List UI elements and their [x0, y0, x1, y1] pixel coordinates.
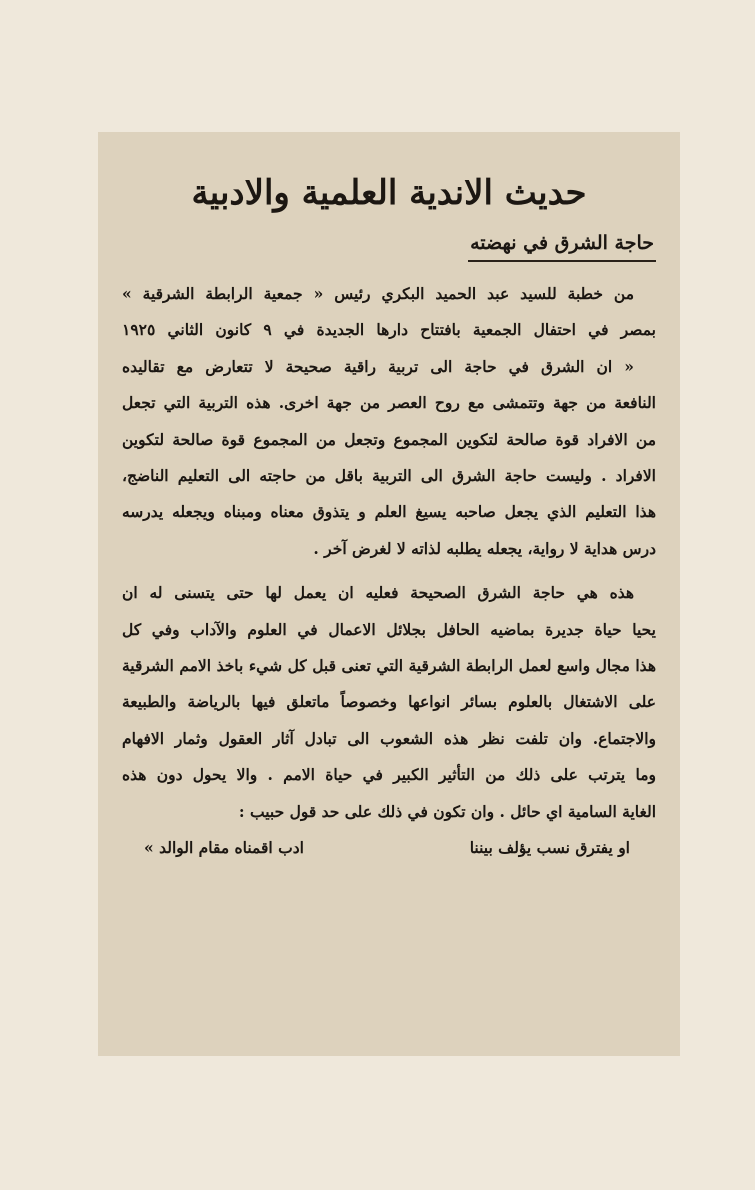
- poetry-verse: [122, 830, 656, 866]
- paragraph-line: على الاشتغال بالعلوم بسائر انواعها وخصوصاً ماتعلق فيها بالرياضة والطبيعة: [122, 692, 656, 712]
- paragraph-line: يحيا حياة جديرة بماضيه الحافل بجلائل الاعمال في العلوم والآداب وفي كل: [122, 619, 656, 639]
- paragraph-line: الغاية السامية اي حائل . وان تكون في ذلك على حد قول حبيب :: [238, 801, 656, 821]
- paragraph-line: والاجتماع. وان تلفت نظر هذه الشعوب الى تبادل آثار العقول وثمار الافهام: [122, 728, 656, 748]
- paragraph-line: من الافراد قوة صالحة لتكوين المجموع وتجعل من المجموع قوة صالحة لتكوين: [122, 429, 656, 449]
- paragraph-line: هذا التعليم الذي يجعل صاحبه يسيغ العلم و يتذوق معناه ومبناه ويجعله يدرسه: [122, 502, 656, 522]
- paragraph-line: الافراد . وليست حاجة الشرق الى التربية باقل من حاجته الى التعليم الناضج،: [122, 466, 656, 486]
- paragraph-line: وما يترتب على ذلك من التأثير الكبير في حياة الامم . والا يحول دون هذه: [122, 765, 656, 785]
- verse-first-hemistich: او يفترق نسب يؤلف بيننا: [469, 838, 630, 858]
- scanned-page: [98, 132, 680, 1056]
- article-subtitle: حاجة الشرق في نهضته: [468, 228, 656, 262]
- subtitle-container: [122, 228, 656, 262]
- paragraph-line: « ان الشرق في حاجة الى تربية راقية صحيحة لا تتعارض مع تقاليده: [122, 356, 634, 376]
- paragraph-line: هذه هي حاجة الشرق الصحيحة فعليه ان يعمل لها حتى يتسنى له ان: [122, 583, 634, 603]
- paragraph-line: النافعة من جهة وتتمشى مع روح العصر من جهة اخرى. هذه التربية التي تجعل: [122, 393, 656, 413]
- article-title: حديث الاندية العلمية والادبية: [191, 173, 587, 213]
- paragraph-line: هذا مجال واسع لعمل الرابطة الشرقية التي تعنى قبل كل شيء باخذ الامم الشرقية: [122, 656, 656, 676]
- intro-line: بمصر في احتفال الجمعية بافتتاح دارها الجديدة في ٩ كانون الثاني ١٩٢٥: [122, 320, 656, 340]
- paragraph-line: درس هداية لا رواية، يجعله يطلبه لذاته لا لغرض آخر .: [313, 538, 656, 558]
- intro-line: من خطبة للسيد عبد الحميد البكري رئيس « جمعية الرابطة الشرقية »: [122, 284, 634, 303]
- paragraph-gap: [122, 567, 656, 575]
- verse-second-hemistich: ادب اقمناه مقام الوالد »: [144, 838, 304, 858]
